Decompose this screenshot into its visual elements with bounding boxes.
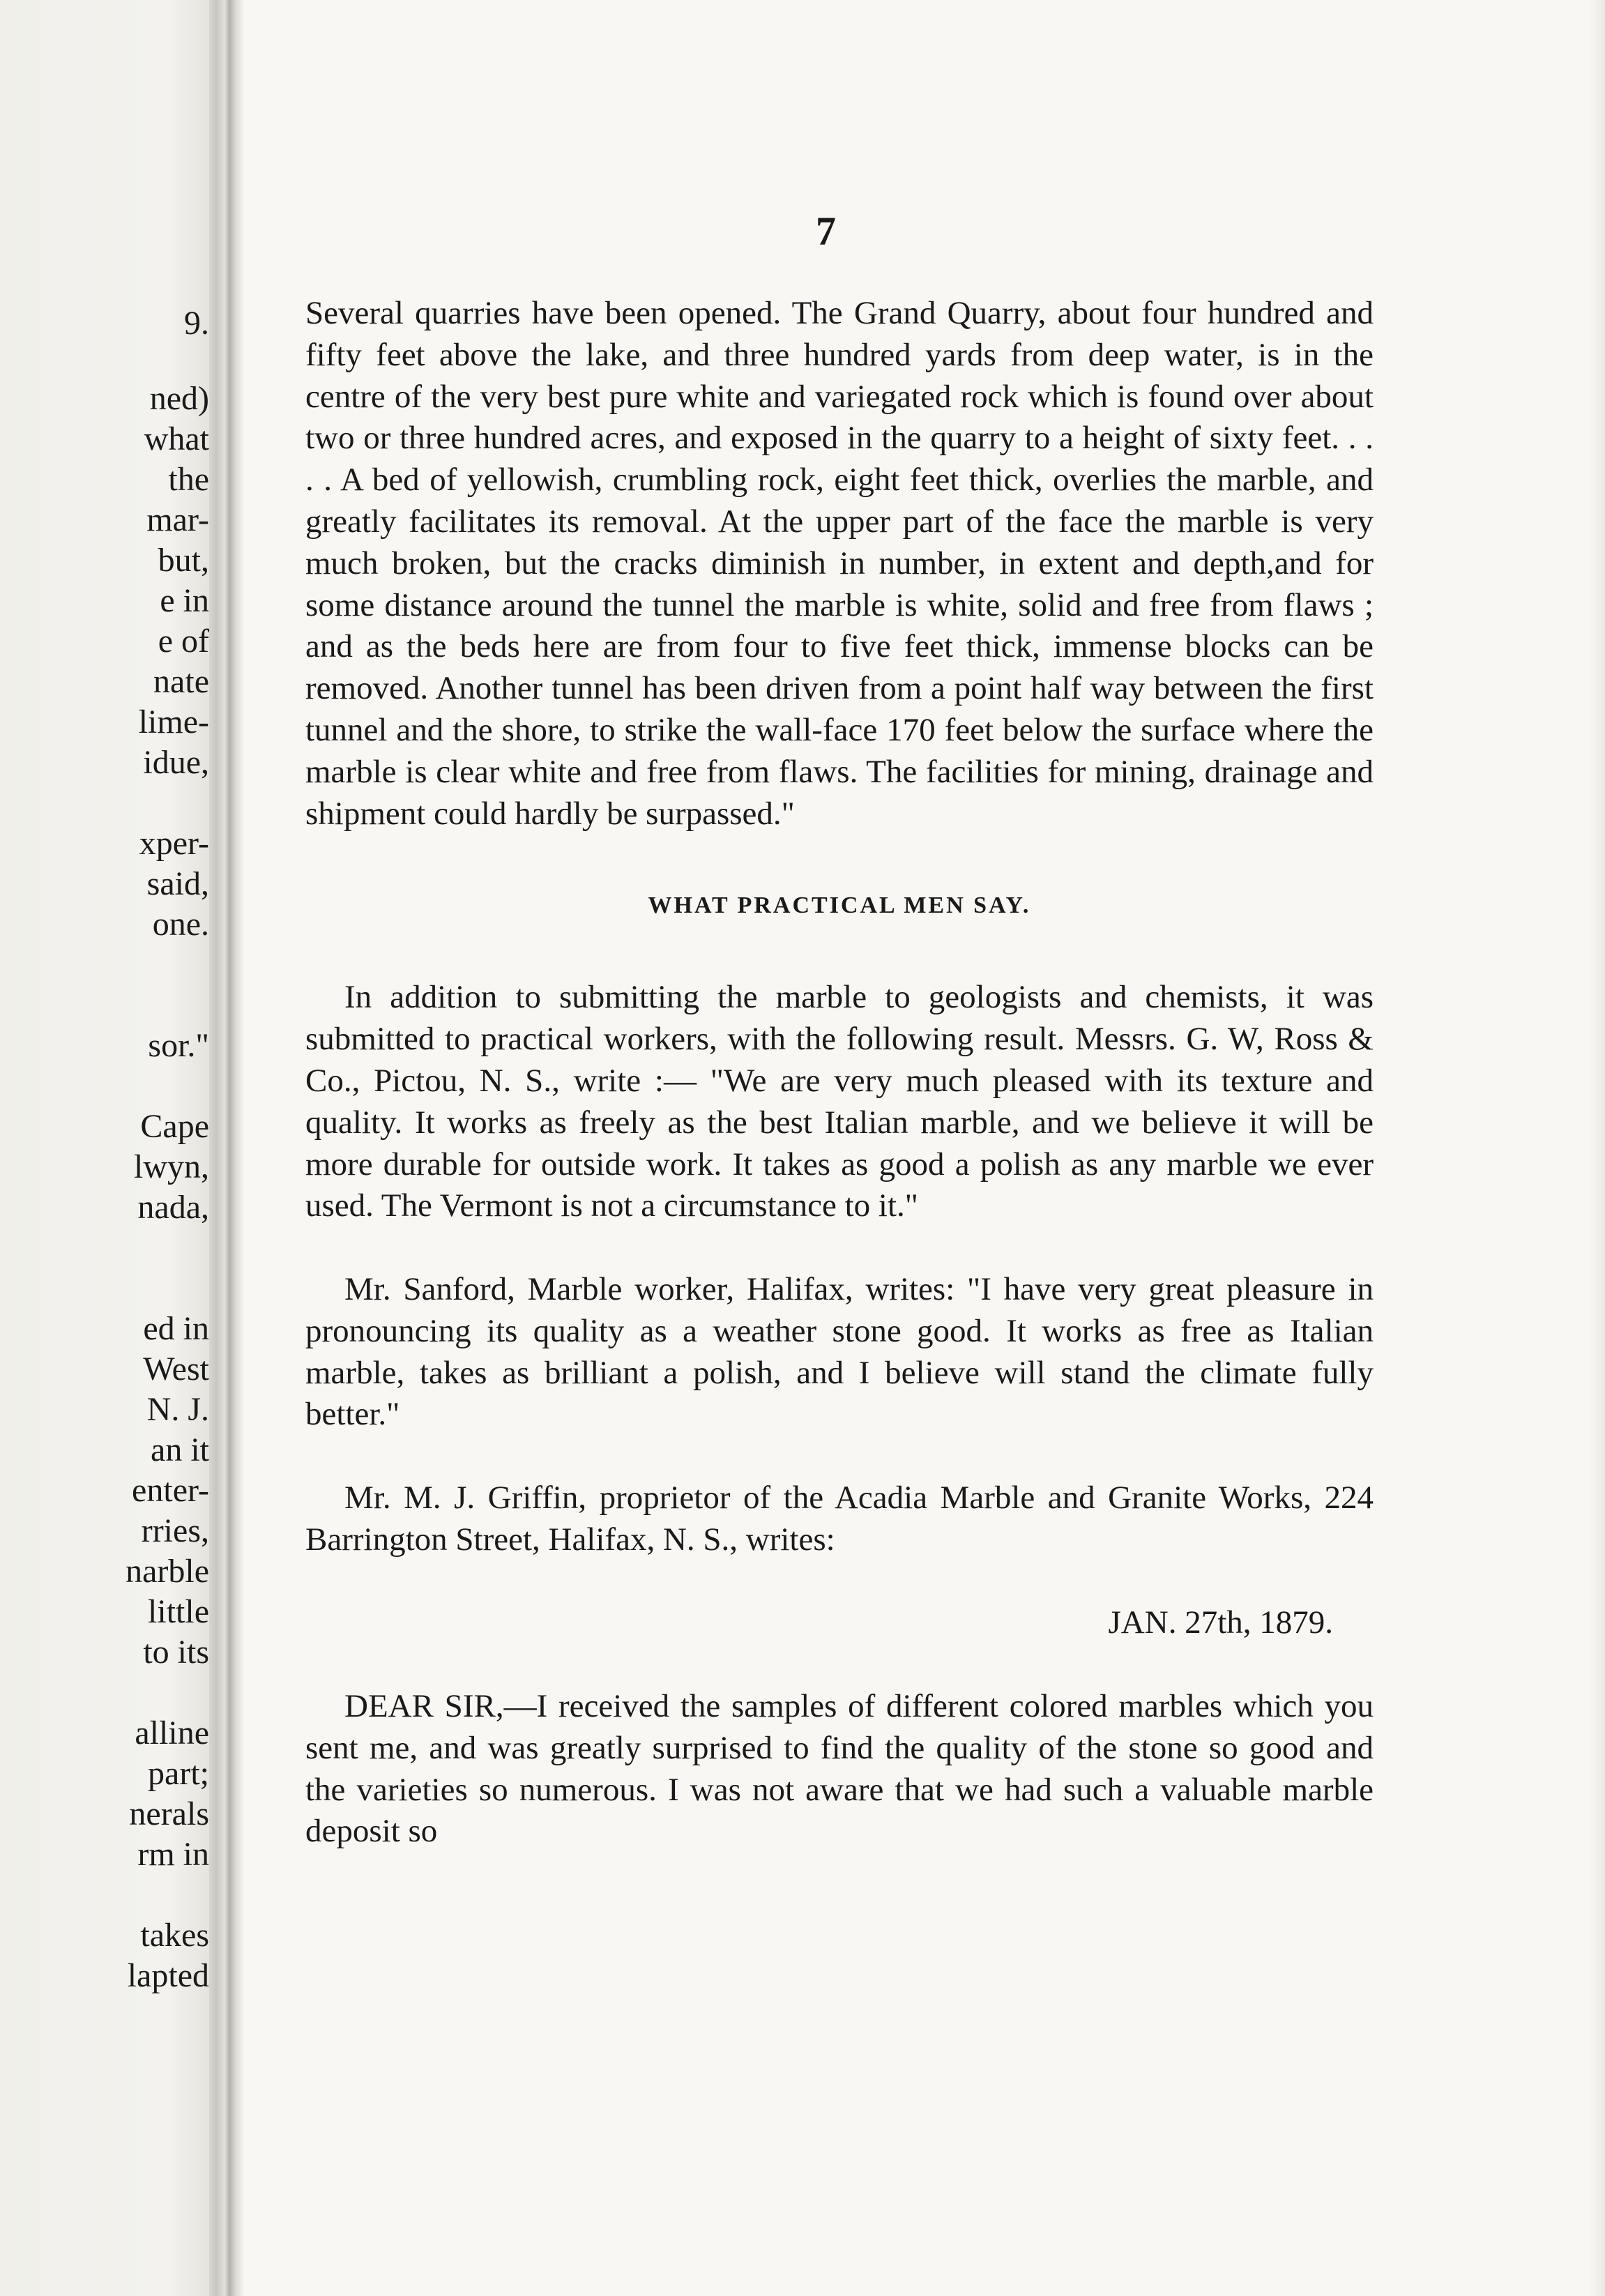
section-heading: WHAT PRACTICAL MEN SAY.	[648, 892, 1031, 919]
facing-page-fragment: West	[143, 1351, 209, 1388]
facing-page-fragment: one.	[152, 906, 209, 943]
page-body	[305, 293, 1374, 1853]
facing-page-fragment: lime-	[138, 704, 209, 740]
facing-page-fragment: said,	[146, 865, 209, 902]
paragraph-griffin-letter	[305, 1686, 1374, 1853]
paragraph-griffin-intro: Mr. M. J. Griffin, proprietor of the Acadia Marble and Granite Works, 224 Barrington Street, Halifax, N. S., writes:	[305, 1479, 1374, 1558]
paragraph-sanford-testimonial: Mr. Sanford, Marble worker, Halifax, writes: "I have very great pleasure in pronouncing its quality as a weather stone good. It works as free as Italian marble, takes as brilliant a polish, and I believe will stand the climate fully better."	[305, 1270, 1374, 1433]
facing-page-fragment: rm in	[137, 1836, 209, 1873]
facing-page-fragment: to its	[143, 1634, 209, 1671]
letter-salutation: DEAR SIR,	[344, 1687, 504, 1724]
facing-page-fragment: nada,	[137, 1189, 209, 1226]
facing-page-fragment: the	[168, 461, 209, 498]
facing-page-fragment: sor."	[148, 1027, 209, 1064]
page-edge	[1590, 0, 1605, 2296]
facing-page-fragment: idue,	[143, 744, 209, 781]
facing-page-fragment: but,	[158, 542, 209, 579]
facing-page-fragment: N. J.	[146, 1391, 209, 1428]
facing-page	[0, 0, 209, 2296]
facing-page-fragment: ned)	[149, 380, 209, 417]
facing-page-fragment: nate	[153, 663, 209, 700]
paragraph-grand-quarry: Several quarries have been opened. The Grand Quarry, about four hundred and fifty feet above the lake, and three hundred yards from deep water, is in the centre of the very best pure white and variegated rock which is found over about two or three hundred acres, and exposed in the quarry to a height of sixty feet. . . . . A bed of yellowish, crumbling rock, eight feet thick, overlies the marble, and greatly facilitates its removal. At the upper part of the face the marble is very much broken, but the cracks diminish in number, in extent and depth,and for some distance around the tunnel the marble is white, solid and free from flaws ; and as the beds here are from four to five feet thick, immense blocks can be removed. Another tunnel has been driven from a point half way between the first tunnel and the shore, to strike the wall-face 170 feet below the surface where the marble is clear white and free from flaws. The facilities for mining, drainage and shipment could hardly be surpassed."	[305, 295, 1374, 832]
facing-page-fragment: mar-	[146, 501, 209, 538]
facing-page-fragment: Cape	[140, 1108, 209, 1145]
facing-page-fragment: part;	[148, 1755, 209, 1792]
paragraph-ross-testimonial: In addition to submitting the marble to geologists and chemists, it was submitted to practical workers, with the following result. Messrs. G. W, Ross & Co., Pictou, N. S., write :— "We are very much pleased with its texture and quality. It works as freely as the best Italian marble, and we believe it will be more durable for outside work. It takes as good a polish as any marble we ever used. The Vermont is not a circumstance to it."	[305, 979, 1374, 1224]
facing-page-fragment: lwyn,	[134, 1148, 209, 1185]
letter-body: —I received the samples of different colored marbles which you sent me, and was greatly surprised to find the quality of the stone so good and the varieties so numerous. I was not aware that we had such a valuable marble deposit so	[305, 1687, 1374, 1850]
facing-page-fragment: ed in	[143, 1310, 209, 1347]
facing-page-fragment: narble	[125, 1553, 209, 1590]
facing-page-fragment: lapted	[127, 1957, 209, 1994]
book-gutter	[209, 0, 244, 2296]
facing-page-fragment: rries,	[141, 1512, 209, 1549]
facing-page-fragment: what	[144, 420, 209, 457]
facing-page-fragment: takes	[140, 1917, 209, 1954]
facing-page-fragment: little	[148, 1593, 209, 1630]
facing-page-fragment: xper-	[139, 825, 209, 862]
letter-date: JAN. 27th, 1879.	[1108, 1604, 1333, 1641]
facing-page-fragment: enter-	[132, 1472, 209, 1509]
facing-page-fragment: e in	[160, 582, 209, 619]
page-number: 7	[816, 208, 836, 254]
facing-page-fragment: 9.	[184, 305, 209, 342]
facing-page-fragment: nerals	[129, 1795, 209, 1832]
facing-page-fragment: alline	[135, 1715, 209, 1751]
facing-page-fragment: e of	[158, 623, 209, 660]
facing-page-fragment: an it	[151, 1431, 209, 1468]
